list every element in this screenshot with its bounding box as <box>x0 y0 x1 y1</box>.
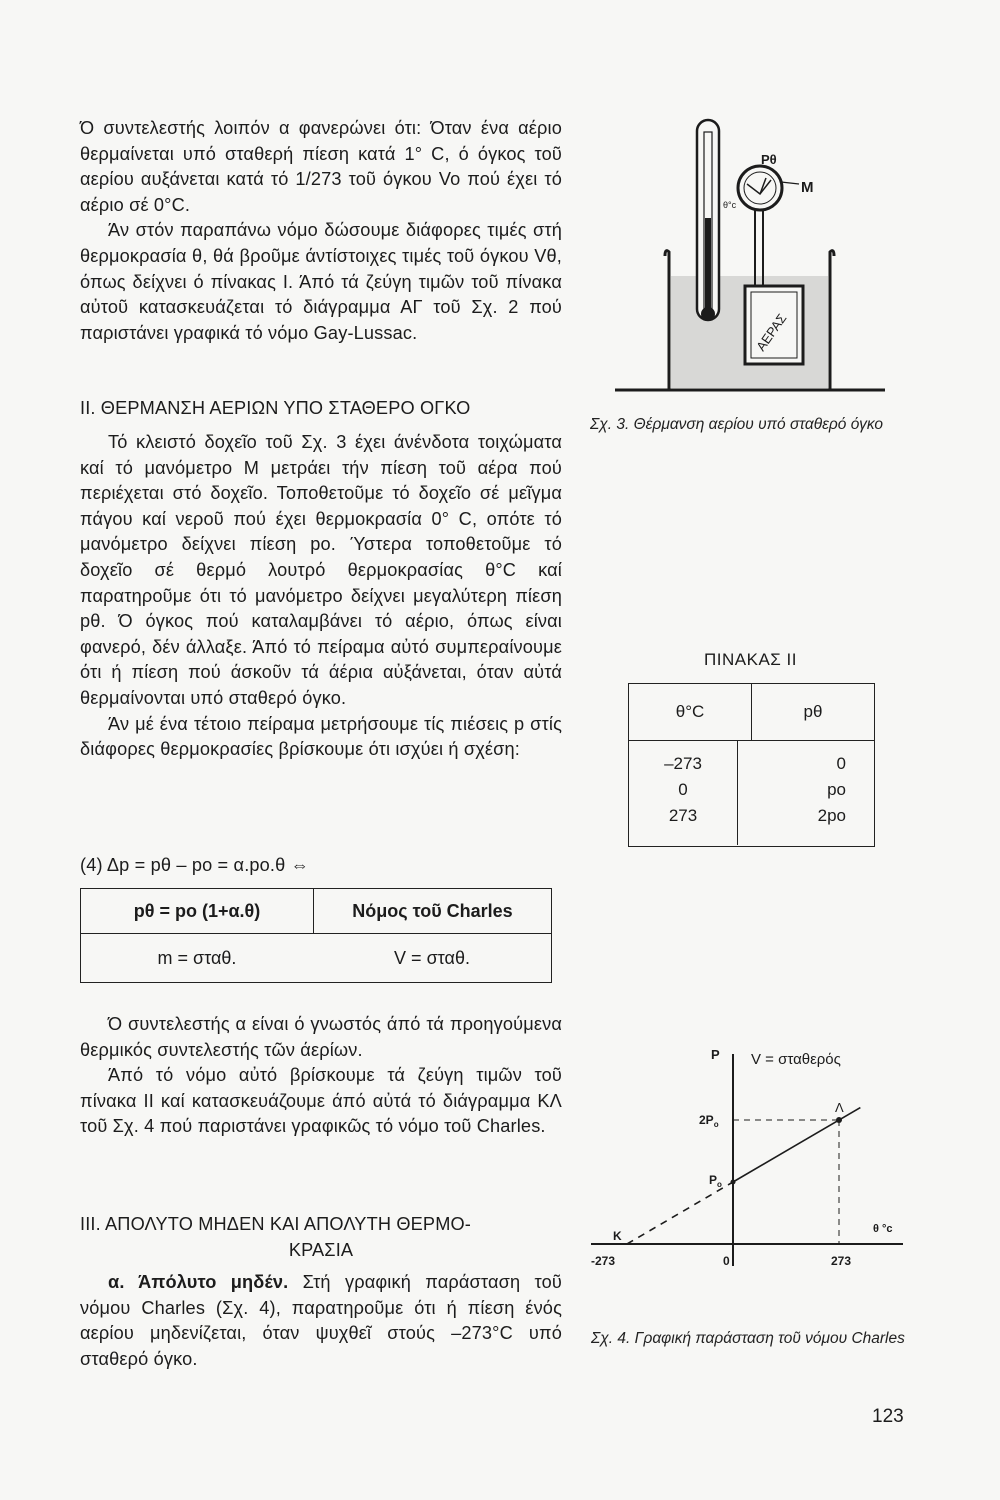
label-k: K <box>613 1229 622 1243</box>
label-2p0: $2P_o$ <box>699 1113 719 1129</box>
figure4-charles-graph <box>585 1040 915 1280</box>
point-p0 <box>731 1180 736 1185</box>
label-l: Λ <box>835 1100 844 1115</box>
section-heading-cont: ΚΡΑΣΙΑ <box>288 1239 354 1260</box>
page-number: 123 <box>872 1406 904 1427</box>
table2-header-theta: θ°C <box>675 702 705 721</box>
paragraph <box>80 1270 562 1372</box>
text-block-after-box <box>80 1012 562 1140</box>
figure3-apparatus <box>585 108 900 408</box>
paragraph: Άν στόν παραπάνω νόμο δώσουμε διάφορες τιμές στή θερμοκρασία θ, θά βροῦμε άντίστοιχες τιμές τοῦ όγκου Vθ, όπως δείχνει ό πίνακας Ι. Άπό τά ζεύγη τιμῶν τοῦ πίνακα αὐτοῦ κατασκευάζεται τό διάγραμμα ΑΓ τοῦ Σχ. 2 πού παριστάνει γραφικά τό νόμο Gay-Lussac. <box>80 220 562 343</box>
paragraph: Άπό τό νόμο αὐτό βρίσκουμε τά ζεύγη τιμῶν τοῦ πίνακα ΙΙ καί κατασκευάζουμε άπό αὐτά τό διάγραμμα ΚΛ τοῦ Σχ. 4 πού παριστάνει γραφικῶς τό νόμο τοῦ Charles. <box>80 1065 562 1137</box>
point-l <box>836 1117 842 1123</box>
air-label: ΑΕΡΑΣ <box>753 310 790 354</box>
pressure-label: Pθ <box>761 152 777 167</box>
text-block-section2 <box>80 430 562 763</box>
equation-line <box>80 853 562 879</box>
paragraph: Άν μέ ένα τέτοιο πείραμα μετρήσουμε τίς πιέσεις p στίς διάφορες θερμοκρασίες βρίσκουμε ότι ισχύει ή σχέση: <box>80 713 562 760</box>
y-axis-label: P <box>711 1047 720 1062</box>
tick-label-0: 0 <box>723 1254 730 1268</box>
subsection-text: Στή γραφική παράσταση τοῦ νόμου Charles (Σχ. 4), παρατηροῦμε ότι ή πίεση ένός αερίου μηδενίζεται, όταν ψυχθεῖ στούς –273°C υπό σταθερό όγκο. <box>80 1272 562 1369</box>
graph-note: V = σταθερός <box>751 1051 841 1068</box>
manometer-gauge-icon <box>738 166 782 210</box>
section-2 <box>80 396 562 422</box>
table2-cell: 0 <box>678 780 688 799</box>
thermometer-label: θ°c <box>723 200 737 210</box>
table2-column-theta <box>629 741 737 845</box>
charles-formula: pθ = po (1+α.θ) <box>133 900 261 921</box>
figure4-caption: Σχ. 4. Γραφική παράσταση τοῦ νόμου Charles <box>591 1330 905 1347</box>
section-3 <box>80 1212 562 1263</box>
table2-cell: 0 <box>836 754 846 773</box>
label-p0: $P_o$ <box>709 1173 722 1189</box>
subsection-absolute-zero <box>80 1270 562 1372</box>
table2-cell: –273 <box>664 754 702 773</box>
table2 <box>628 683 875 847</box>
table2-cell: 273 <box>668 806 698 825</box>
section-heading: ΙΙΙ. ΑΠΟΛΥΤΟ ΜΗΔΕΝ ΚΑΙ ΑΠΟΛΥΤΗ ΘΕΡΜΟ- <box>80 1214 471 1234</box>
table2-column-p <box>737 741 874 845</box>
charles-line-extrapolated <box>627 1182 733 1244</box>
section-heading: ΙΙ. ΘΕΡΜΑΝΣΗ ΑΕΡΙΩΝ ΥΠΟ ΣΤΑΘΕΡΟ ΟΓΚΟ <box>80 398 471 418</box>
x-axis-label: θ °c <box>873 1223 893 1235</box>
subsection-label: α. Άπόλυτο μηδέν. <box>108 1272 289 1292</box>
paragraph: Τό κλειστό δοχεῖο τοῦ Σχ. 3 έχει άνένδοτα τοιχώματα καί τό μανόμετρο Μ μετράει τήν πίεση τοῦ αέρα πού περιέχεται στό δοχεῖο. Τοποθετοῦμε τό δοχεῖο σέ μεῖγμα πάγου καί νεροῦ πού έχει θερμοκρασία 0° C, οπότε τό μανόμετρο δείχνει πίεση po. Ύστερα τοποθετοῦμε τό δοχεῖο σέ θερμό λουτρό θερμοκρασίας θ°C καί παρατηροῦμε ότι τό μανόμετρο δείχνει μεγαλύτερη πίεση pθ. Ό όγκος πού καταλαμβάνει τό αέριο, όπως είναι φανερό, δέν άλλαξε. Άπό τό πείραμα αὐτό συμπεραίνουμε ότι ή πίεση πού άσκοῦν τά άέρια αὐξάνεται, όταν αὐτά θερμαίνονται υπό σταθερό όγκο. <box>80 432 562 708</box>
manometer-label: M <box>801 179 814 196</box>
equation: (4) Δp = pθ – po = α.po.θ ⇔ <box>80 855 309 875</box>
table2-cell: 2po <box>817 806 846 825</box>
table2-cell: po <box>827 780 846 799</box>
paragraph: Ό συντελεστής α είναι ό γνωστός άπό τά προηγούμενα θερμικός συντελεστής τῶν άερίων. <box>80 1014 562 1060</box>
table2-header-p: pθ <box>751 684 874 740</box>
table2-title: ΠΙΝΑΚΑΣ ΙΙ <box>704 650 797 669</box>
condition-volume: V = σταθ. <box>394 947 470 968</box>
charles-law-box <box>80 888 552 983</box>
paragraph: Ό συντελεστής λοιπόν α φανερώνει ότι: Όταν ένα αέριο θερμαίνεται υπό σταθερή πίεση κατά 1° C, ό όγκος τοῦ αερίου αυξάνεται κατά τό 1/273 τοῦ όγκου Vo πού έχει τό αέριο σέ 0°C. <box>80 118 562 215</box>
tick-label-273: 273 <box>831 1254 852 1268</box>
tick-label-neg273: -273 <box>591 1254 616 1268</box>
text-block-intro <box>80 116 562 346</box>
charles-law-name: Νόμος τοῦ Charles <box>313 889 551 933</box>
figure3-caption: Σχ. 3. Θέρμανση αερίου υπό σταθερό όγκο <box>590 416 884 433</box>
condition-mass: m = σταθ. <box>157 947 237 968</box>
